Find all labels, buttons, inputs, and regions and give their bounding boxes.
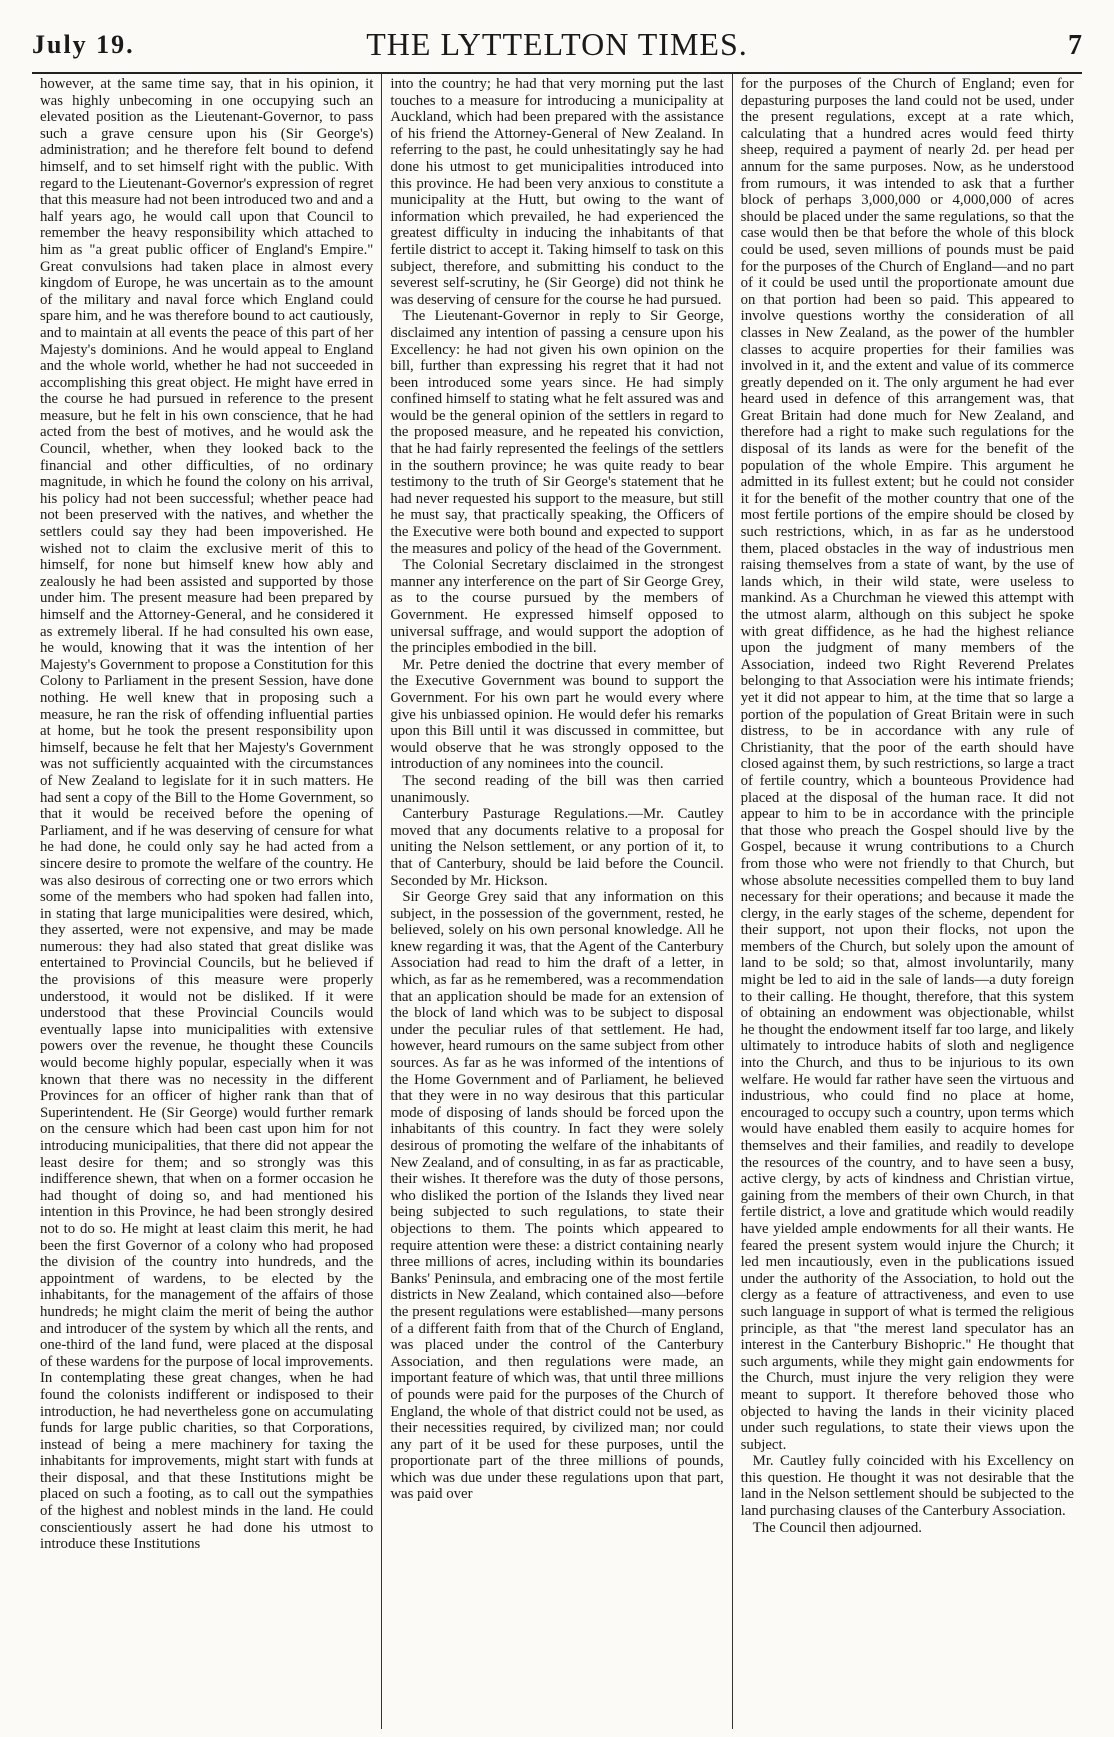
paragraph: Mr. Cautley fully coincided with his Excellency on this question. He thought it was not desirable that the land in the Nelson settlement should be subjected to the land purchasing clauses of the Canterbury Association. [740,1453,1074,1520]
paragraph: however, at the same time say, that in his opinion, it was highly unbecoming in one occupying such an elevated position as the Lieutenant-Governor, to pass such a grave censure upon his (Sir George's) administration; and he therefore felt bound to defend himself, and to set himself right with the public. With regard to the Lieutenant-Governor's expression of regret that this measure had not been introduced two and and a half years ago, he would call upon that Council to remember the heavy responsibility which attached to him as "a great public officer of England's Empire." Great convulsions had taken place in almost every kingdom of Europe, he was uncertain as to the amount of the military and naval force which England could spare him, and he was therefore bound to act cautiously, and to maintain at all events the peace of this part of her Majesty's dominions. And he would appeal to England and the whole world, whether he had not succeeded in accomplishing this great object. He might have erred in the course he had pursued in reference to the present measure, but he felt in his own conscience, that he had acted from the best of motives, and he would ask the Council, whether, when they looked back to the financial and other difficulties, of no ordinary magnitude, in which he found the colony on his arrival, his policy had not been successful; whether peace had not been preserved with the natives, and whether the settlers could say they had been impoverished. He wished not to claim the exclusive merit of this to himself, for none but himself knew how ably and zealously he had been assisted and supported by those under him. The present measure had been prepared by himself and the Attorney-General, and he considered it as extremely liberal. If he had consulted his own ease, he would, knowing that it was the intention of her Majesty's Government to propose a Constitution for this Colony to Parliament in the present Session, have done nothing. He well knew that in proposing such a measure, he ran the risk of offending influential parties at home, but he took the present responsibility upon himself, because he felt that her Majesty's Government was not sufficiently acquainted with the circumstances of New Zealand to legislate for it in such matters. He had sent a copy of the Bill to the Home Government, so that it would be received before the opening of Parliament, and if he was deserving of censure for what he had done, he could only say he had acted from a sincere desire to promote the welfare of the country. He was also desirous of correcting one or two errors which some of the members who had spoken had fallen into, in stating that large municipalities were desired, which, they asserted, were not expensive, and may be made numerous: they had also stated that great dislike was entertained to Provincial Councils, but he believed if the provisions of this measure were properly understood, it would not be disliked. If it were understood that these Provincial Councils would eventually lapse into municipalities with extensive powers over the revenue, he thought these Councils would become highly popular, especially when it was known that there was no necessity in the different Provinces for an officer of higher rank than that of Superintendent. He (Sir George) would further remark on the censure which had been cast upon him for not introducing municipalities, that there did not appear the least desire for them; and so strongly was this indifference shewn, that when on a former occasion he had thought of doing so, and had mentioned his intention in this Province, he had been strongly desired not to do so. He might at least claim this merit, he had been the first Governor of a colony who had proposed the division of the country into hundreds, and the appointment of wardens, to be elected by the inhabitants, for the management of the affairs of those hundreds; he might claim the merit of being the author and introducer of the system by which all the rents, and one-third of the land fund, were placed at the disposal of these wardens for the purpose of local improvements. In contemplating these great changes, when he had found the colonists indifferent or indisposed to their introduction, he had nevertheless gone on accumulating funds for large public charities, so that Corporations, instead of being a mere machinery for taxing the inhabitants for improvements, might start with funds at their disposal, and that these Institutions might be placed on such a footing, as to call out the sympathies of the highest and noblest minds in the land. He could conscientiously assert he had done his utmost to introduce these Institutions [40,76,374,1553]
column-1 [32,74,381,1729]
paragraph: The Lieutenant-Governor in reply to Sir George, disclaimed any intention of passing a censure upon his Excellency: he had not given his own opinion on the bill, further than expressing his regret that it had not been introduced some years since. He had simply confined himself to stating what he felt assured was and would be the general opinion of the settlers in regard to the proposed measure, and he repeated his conviction, that he had fairly represented the feelings of the settlers in the southern province; he was quite ready to bear testimony to the truth of Sir George's statement that he had never requested his support to the measure, but still he must say, that practically speaking, the Officers of the Executive were both bound and expected to support the measures and policy of the head of the Government. [390,308,724,557]
column-2 [381,74,731,1729]
section-heading-paragraph: Canterbury Pasturage Regulations.—Mr. Cautley moved that any documents relative to a proposal for uniting the Nelson settlement, or any portion of it, to that of Canterbury, should be laid before the Council. Seconded by Mr. Hickson. [390,806,724,889]
paragraph: The Council then adjourned. [752,1519,922,1536]
article-columns [32,74,1082,1729]
issue-date: July 19. [32,30,135,59]
masthead [32,20,1082,76]
paragraph: The Colonial Secretary disclaimed in the strongest manner any interference on the part of Sir George Grey, as to the course pursued by the members of Government. He expressed himself opposed to universal suffrage, and would support the adoption of the principles embodied in the bill. [390,557,724,657]
paragraph: The second reading of the bill was then carried unanimously. [390,772,724,806]
page-number: 7 [1068,30,1082,61]
paragraph: for the purposes of the Church of England; even for depasturing purposes the land could not be used, under the present regulations, except at a rate which, calculating that a hundred acres would feed thirty sheep, required a payment of nearly 2d. per head per annum for the same purposes. Now, as he understood from rumours, it was intended to ask that a further block of perhaps 3,000,000 or 4,000,000 of acres should be placed under the same regulations, so that the case would then be that before the whole of this block could be used, seven millions of pounds must be paid for the purposes of the Church of England—and no part of it could be used until the proportionate amount due on that portion had been so paid. This appeared to involve questions worthy the consideration of all classes in New Zealand, as the power of the humbler classes to acquire properties for their families was involved in it, and the extent and value of its commerce greatly depended on it. The only argument he had ever heard used in defence of this arrangement was, that Great Britain had done much for New Zealand, and therefore had a right to make such regulations for the disposal of its lands as were for the benefit of the population of the whole Empire. This argument he admitted in its fullest extent; but he could not consider it for the benefit of the mother country that one of the most fertile portions of the empire should be closed by such restrictions, which, in as far as he understood them, placed obstacles in the way of industrious men raising themselves from a state of want, by the use of lands which, in their wild state, were useless to mankind. As a Churchman he viewed this attempt with the utmost alarm, although on this subject he spoke with great diffidence, as he had the highest reliance upon the judgment of many members of the Association, indeed two Right Reverend Prelates belonging to that Association were his intimate friends; yet it did not appear to him, at the time that so large a portion of the population of Great Britain were in such distress, to be in accordance with any rule of Christianity, that the poor of the earth should have closed against them, by such restrictions, so large a tract of fertile country, which a bounteous Providence had placed at the disposal of the human race. It did not appear to him to be in accordance with the principle that those who preach the Gospel should live by the Gospel, because it wrung contributions to a Church from those who were not friendly to that Church, but whose absolute necessities compelled them to buy land necessary for their operations; and because it made the clergy, in the early stages of the scheme, dependent for their support, not upon their flocks, not upon the members of the Church, but solely upon the amount of land to be sold; so that, almost involuntarily, many might be led to aid in the sale of lands—a duty foreign to their calling. He thought, therefore, that this system of obtaining an endowment was objectionable, whilst he thought the endowment itself far too large, and likely ultimately to introduce habits of sloth and negligence into the Church, and thus to be injurious to its own welfare. He would far rather have seen the virtuous and industrious, who could find no place at home, encouraged to occupy such a country, upon terms which would have enabled them easily to acquire homes for themselves and their families, and readily to develope the resources of the country, and to have seen a busy, active clergy, by acts of kindness and Christian virtue, gaining from the members of their own Church, in that fertile district, a love and gratitude which would readily have yielded ample endowments for all their wants. He feared the present system would injure the Church; it led men incautiously, even in the publications issued under the authority of the Association, to hold out the clergy as a feature of attractiveness, and even to use such language in support of what is termed the religious principle, as that "the merest land speculator has an interest in the Canterbury Bishopric." He thought that such arguments, while they might gain endowments for the Church, must injure the very religion they were meant to support. It therefore behoved those who objected to having the lands in their vicinity placed under such regulations, to state their views upon the subject. [740,76,1074,1453]
newspaper-title: THE LYTTELTON TIMES. [366,26,748,62]
paragraph: into the country; he had that very morning put the last touches to a measure for introducing a municipality at Auckland, which had been prepared with the assistance of his friend the Attorney-General of New Zealand. In referring to the past, he could unhesitatingly say he had done his utmost to get municipalities introduced into this province. He had been very anxious to constitute a municipality at the Hutt, but owing to the want of information which prevailed, he had experienced the greatest difficulty in inducing the inhabitants of that fertile district to accept it. Taking himself to task on this subject, therefore, and submitting his conduct to the severest self-scrutiny, he (Sir George) did not think he was deserving of censure for the course he had pursued. [390,76,724,308]
paragraph: Mr. Petre denied the doctrine that every member of the Executive Government was bound to support the Government. For his own part he would every where give his unbiassed opinion. He would defer his remarks upon this Bill until it was discussed in committee, but would observe that he was strongly opposed to the introduction of any nominees into the council. [390,656,724,773]
paragraph: Sir George Grey said that any information on this subject, in the possession of the government, rested, he believed, solely on his own personal knowledge. All he knew regarding it was, that the Agent of the Canterbury Association had read to him the draft of a letter, in which, as far as he remembered, was a recommendation that an application should be made for an extension of the block of land which was to be subject to disposal under the peculiar rules of that settlement. He had, however, heard rumours on the same subject from other sources. As far as he was informed of the intentions of the Home Government and of Parliament, he believed that they were in no way desirous that this particular mode of disposing of lands should be forced upon the inhabitants of this country. In fact they were solely desirous of promoting the welfare of the inhabitants of New Zealand, and of consulting, in as far as practicable, their wishes. It therefore was the duty of those persons, who disliked the portion of the Islands they lived near being subjected to such regulations, to state their objections to them. The points which appeared to require attention were these: a district containing nearly three millions of acres, including within its boundaries Banks' Peninsula, and embracing one of the most fertile districts in New Zealand, which contained also—before the present regulations were established—many persons of a different faith from that of the Church of England, was placed under the control of the Canterbury Association, and then regulations were made, an important feature of which was, that until three millions of pounds were paid for the purposes of the Church of England, the whole of that district could not be used, as their necessities required, by civilized man; nor could any part of it be used for these purposes, until the proportionate part of the three millions of pounds, which was due under these regulations upon that part, was paid over [390,889,724,1503]
column-3 [732,74,1082,1729]
